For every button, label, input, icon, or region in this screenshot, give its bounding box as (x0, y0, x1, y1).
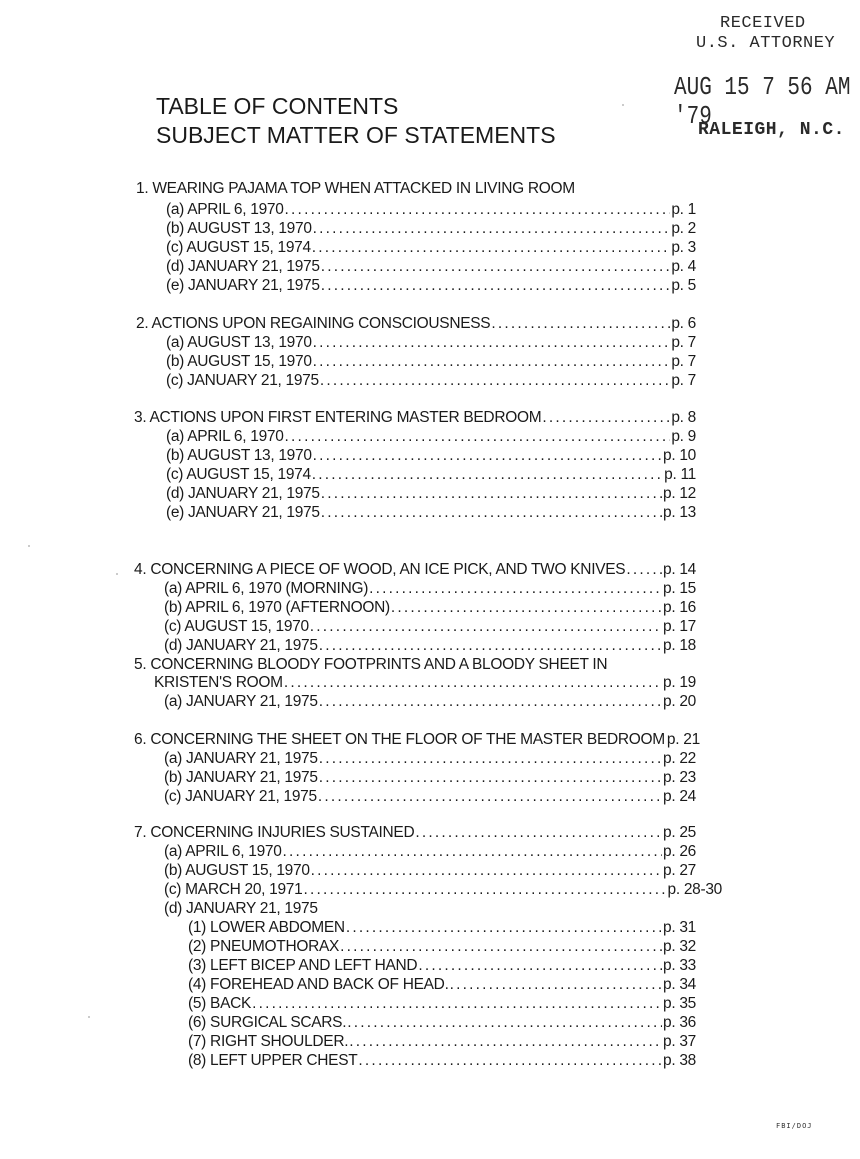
dot-leader (321, 485, 662, 503)
toc-entry: (c) AUGUST 15, 1974 ..... p. 3 (166, 239, 696, 258)
toc-section-6: 6. CONCERNING THE SHEET ON THE FLOOR OF THE MASTER BEDROOM p. 21 (134, 731, 700, 748)
toc-entry: (c) AUGUST 15, 1970 ..... p. 17 (164, 618, 696, 637)
toc-section-3: 3. ACTIONS UPON FIRST ENTERING MASTER BEDROOM ..... p. 8 (134, 409, 696, 428)
page-number: p. 32 (663, 938, 696, 955)
page-number: p. 16 (663, 599, 696, 616)
dot-leader (312, 466, 663, 484)
page-number: p. 2 (671, 220, 696, 237)
toc-section-4: 4. CONCERNING A PIECE OF WOOD, AN ICE PICK, AND TWO KNIVES ..... p. 14 (134, 561, 696, 580)
dot-leader (283, 843, 662, 861)
page-number: p. 8 (671, 409, 696, 426)
toc-entry: (c) MARCH 20, 1971 ..... p. 28-30 (164, 881, 722, 900)
dot-leader (320, 372, 671, 390)
toc-entry: (e) JANUARY 21, 1975 ..... p. 13 (166, 504, 696, 523)
toc-section-7: 7. CONCERNING INJURIES SUSTAINED ..... p. 25 (134, 824, 696, 843)
page-number: p. 11 (664, 466, 696, 483)
dot-leader (319, 637, 662, 655)
dot-leader (319, 750, 662, 768)
toc-section-1: 1. WEARING PAJAMA TOP WHEN ATTACKED IN LIVING ROOM (136, 180, 575, 197)
toc-subentry: (1) LOWER ABDOMEN ..... p. 31 (188, 919, 696, 938)
scan-speck (622, 104, 624, 106)
page-number: p. 6 (671, 315, 696, 332)
page-number: p. 7 (671, 353, 696, 370)
dot-leader (311, 862, 662, 880)
toc-entry: (d) JANUARY 21, 1975 ..... p. 12 (166, 485, 696, 504)
page-number: p. 17 (663, 618, 696, 635)
scan-speck (28, 545, 30, 547)
stamp-location: RALEIGH, N.C. (698, 120, 845, 140)
dot-leader (391, 599, 662, 617)
page-number: p. 26 (663, 843, 696, 860)
page-number: p. 1 (671, 201, 696, 218)
dot-leader (310, 618, 662, 636)
toc-subentry: (2) PNEUMOTHORAX ..... p. 32 (188, 938, 696, 957)
toc-entry: (b) AUGUST 13, 1970 ..... p. 2 (166, 220, 696, 239)
page-number: p. 14 (663, 561, 696, 578)
page-number: p. 18 (663, 637, 696, 654)
dot-leader (313, 220, 671, 238)
toc-entry: (b) APRIL 6, 1970 (AFTERNOON) ..... p. 16 (164, 599, 696, 618)
page-number: p. 31 (663, 919, 696, 936)
page-number: p. 22 (663, 750, 696, 767)
toc-entry: (a) JANUARY 21, 1975 ..... p. 22 (164, 750, 696, 769)
toc-subentry: (3) LEFT BICEP AND LEFT HAND ..... p. 33 (188, 957, 696, 976)
scan-speck (88, 1016, 90, 1018)
stamp-office: U.S. ATTORNEY (696, 34, 836, 53)
page-number: p. 34 (663, 976, 696, 993)
footer-source-mark: FBI/DOJ (776, 1122, 813, 1130)
page-number: p. 33 (663, 957, 696, 974)
toc-entry: (d) JANUARY 21, 1975 ..... p. 4 (166, 258, 696, 277)
toc-entry: (a) APRIL 6, 1970 ..... p. 26 (164, 843, 696, 862)
dot-leader (321, 277, 671, 295)
toc-entry: (a) APRIL 6, 1970 (MORNING) ..... p. 15 (164, 580, 696, 599)
toc-entry: (c) AUGUST 15, 1974 ..... p. 11 (166, 466, 696, 485)
dot-leader (369, 580, 662, 598)
page-number: p. 37 (663, 1033, 696, 1050)
dot-leader (491, 315, 670, 333)
page-number: p. 23 (663, 769, 696, 786)
dot-leader (319, 693, 662, 711)
toc-subentry: (5) BACK ..... p. 35 (188, 995, 696, 1014)
dot-leader (319, 769, 662, 787)
toc-entry: (d) JANUARY 21, 1975 (164, 900, 318, 917)
page-number: p. 5 (671, 277, 696, 294)
page-number: p. 25 (663, 824, 696, 841)
title-line-2: SUBJECT MATTER OF STATEMENTS (156, 122, 556, 148)
page-number: p. 38 (663, 1052, 696, 1069)
page-number: p. 15 (663, 580, 696, 597)
page-number: p. 20 (663, 693, 696, 710)
page-number: p. 3 (671, 239, 696, 256)
page-number: p. 12 (663, 485, 696, 502)
dot-leader (318, 788, 662, 806)
dot-leader (313, 353, 671, 371)
dot-leader (285, 428, 671, 446)
dot-leader (542, 409, 670, 427)
stamp-date: AUG 15 7 56 AM '79 (674, 74, 851, 132)
toc-entry: (c) JANUARY 21, 1975 ..... p. 24 (164, 788, 696, 807)
dot-leader (285, 201, 671, 219)
page-number: p. 35 (663, 995, 696, 1012)
toc-section-5-continued: KRISTEN'S ROOM ..... p. 19 (154, 674, 696, 693)
toc-entry: (b) AUGUST 15, 1970 ..... p. 27 (164, 862, 696, 881)
page-number: p. 7 (671, 334, 696, 351)
page-number: p. 19 (663, 674, 696, 691)
dot-leader (450, 976, 662, 994)
toc-entry: (b) AUGUST 13, 1970 ..... p. 10 (166, 447, 696, 466)
dot-leader (626, 561, 662, 579)
toc-subentry: (6) SURGICAL SCARS. ..... p. 36 (188, 1014, 696, 1033)
dot-leader (340, 938, 662, 956)
page-number: p. 7 (671, 372, 696, 389)
toc-entry: (b) JANUARY 21, 1975 ..... p. 23 (164, 769, 696, 788)
page-number: p. 9 (671, 428, 696, 445)
scan-speck (116, 573, 118, 575)
page-number: p. 36 (663, 1014, 696, 1031)
toc-entry: (d) JANUARY 21, 1975 ..... p. 18 (164, 637, 696, 656)
page-number: p. 4 (671, 258, 696, 275)
title-line-1: TABLE OF CONTENTS (156, 93, 399, 119)
toc-entry: (b) AUGUST 15, 1970 ..... p. 7 (166, 353, 696, 372)
dot-leader (349, 1033, 662, 1051)
page-number: p. 21 (666, 731, 700, 748)
dot-leader (312, 239, 671, 257)
dot-leader (346, 919, 662, 937)
page-number: p. 10 (663, 447, 696, 464)
page-number: p. 27 (663, 862, 696, 879)
dot-leader (313, 334, 671, 352)
dot-leader (415, 824, 662, 842)
dot-leader (321, 258, 671, 276)
toc-subentry: (7) RIGHT SHOULDER. ..... p. 37 (188, 1033, 696, 1052)
page-title (156, 92, 556, 150)
toc-entry: (a) JANUARY 21, 1975 ..... p. 20 (164, 693, 696, 712)
dot-leader (252, 995, 662, 1013)
page-number: p. 13 (663, 504, 696, 521)
dot-leader (321, 504, 662, 522)
toc-entry: (a) AUGUST 13, 1970 ..... p. 7 (166, 334, 696, 353)
dot-leader (418, 957, 662, 975)
dot-leader (313, 447, 662, 465)
toc-entry: (e) JANUARY 21, 1975 ..... p. 5 (166, 277, 696, 296)
dot-leader (358, 1052, 662, 1070)
toc-entry: (c) JANUARY 21, 1975 ..... p. 7 (166, 372, 696, 391)
toc-section-2: 2. ACTIONS UPON REGAINING CONSCIOUSNESS ..... p. 6 (136, 315, 696, 334)
toc-subentry: (8) LEFT UPPER CHEST ..... p. 38 (188, 1052, 696, 1071)
toc-subentry: (4) FOREHEAD AND BACK OF HEAD. ..... p. 34 (188, 976, 696, 995)
page-number: p. 24 (663, 788, 696, 805)
stamp-received: RECEIVED (720, 14, 806, 33)
page-number: p. 28-30 (667, 881, 722, 898)
toc-section-5: 5. CONCERNING BLOODY FOOTPRINTS AND A BLOODY SHEET IN (134, 656, 608, 673)
dot-leader (284, 674, 662, 692)
dot-leader (347, 1014, 662, 1032)
dot-leader (303, 881, 666, 899)
toc-entry: (a) APRIL 6, 1970 ..... p. 9 (166, 428, 696, 447)
toc-entry: (a) APRIL 6, 1970 ..... p. 1 (166, 201, 696, 220)
